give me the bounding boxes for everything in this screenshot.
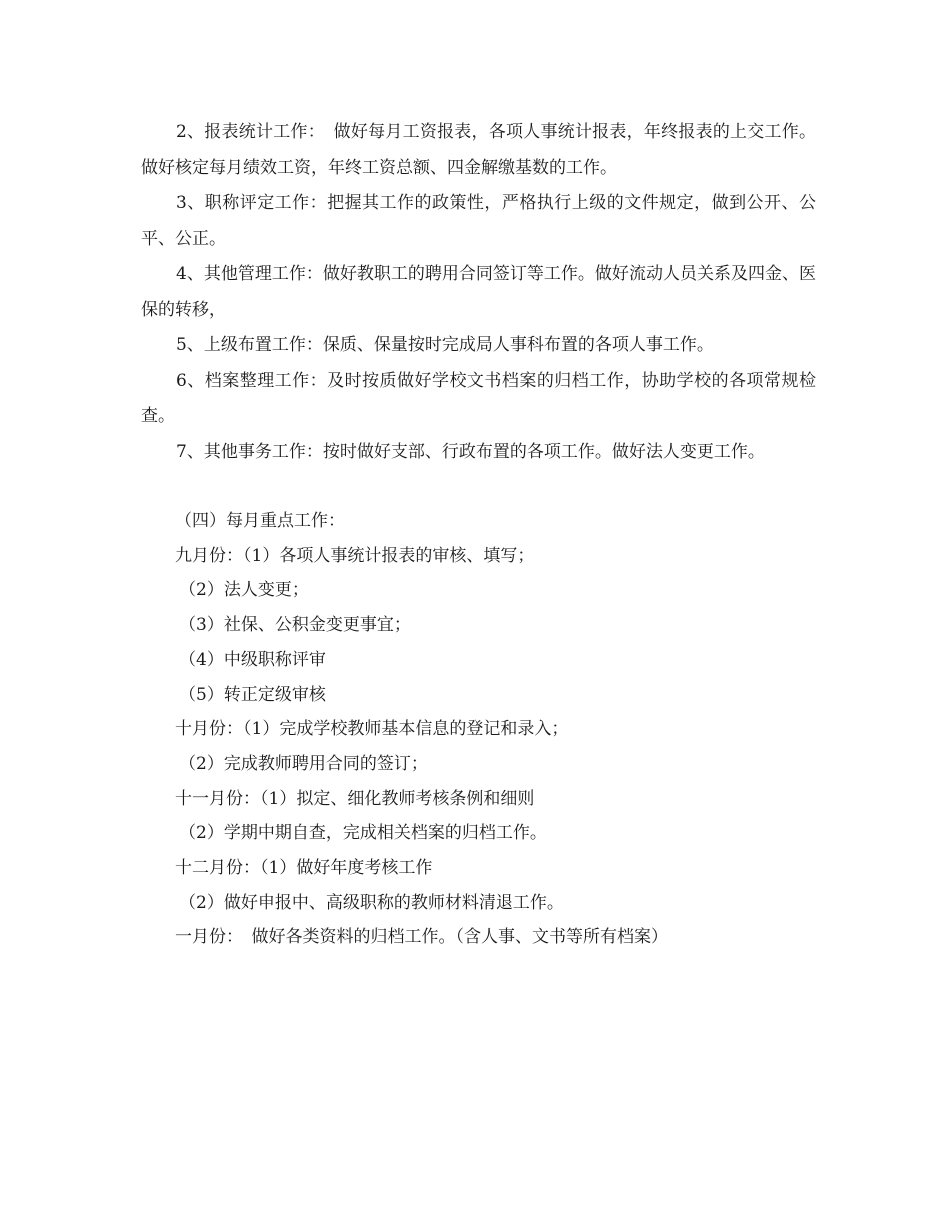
list-item: 十二月份：（1）做好年度考核工作: [175, 858, 433, 879]
list-item: 九月份：（1）各项人事统计报表的审核、填写；: [175, 545, 535, 566]
list-item: （4）中级职称评审: [179, 649, 326, 670]
duties-section: [141, 115, 816, 470]
duty-item-superior-assignment: 5、上级布置工作：保质、保量按时完成局人事科布置的各项人事工作。: [176, 335, 714, 355]
duty-item-other-affairs: 7、其他事务工作：按时做好支部、行政布置的各项工作。做好法人变更工作。: [176, 441, 765, 462]
list-item: （2）学期中期自查，完成相关档案的归档工作。: [179, 823, 547, 844]
list-item: 十一月份：（1）拟定、细化教师考核条例和细则: [175, 788, 535, 809]
duty-item-archive: 6、档案整理工作：及时按质做好学校文书档案的归档工作，协助学校的各项常规检查。: [141, 370, 816, 426]
duty-item-other-management: 4、其他管理工作：做好教职工的聘用合同签订等工作。做好流动人员关系及四金、医保的转移，: [141, 264, 816, 320]
list-item: （3）社保、公积金变更事宜；: [179, 615, 411, 636]
duty-item-title-evaluation: 3、职称评定工作：把握其工作的政策性，严格执行上级的文件规定，做到公开、公平、公正。: [141, 193, 816, 249]
list-item: （2）法人变更；: [179, 580, 309, 601]
list-item: （5）转正定级审核: [179, 684, 326, 705]
list-item: （2）完成教师聘用合同的签订；: [179, 753, 428, 774]
monthly-section: [175, 504, 815, 955]
duty-item-reporting: 2、报表统计工作： 做好每月工资报表，各项人事统计报表，年终报表的上交工作。做好核定每月绩效工资，年终工资总额、四金解缴基数的工作。: [141, 122, 816, 178]
list-item: 一月份： 做好各类资料的归档工作。（含人事、文书等所有档案）: [175, 927, 668, 948]
list-item: 十月份：（1）完成学校教师基本信息的登记和录入；: [175, 719, 569, 740]
list-item: （2）做好申报中、高级职称的教师材料清退工作。: [179, 892, 564, 913]
monthly-heading: （四）每月重点工作：: [175, 511, 345, 531]
